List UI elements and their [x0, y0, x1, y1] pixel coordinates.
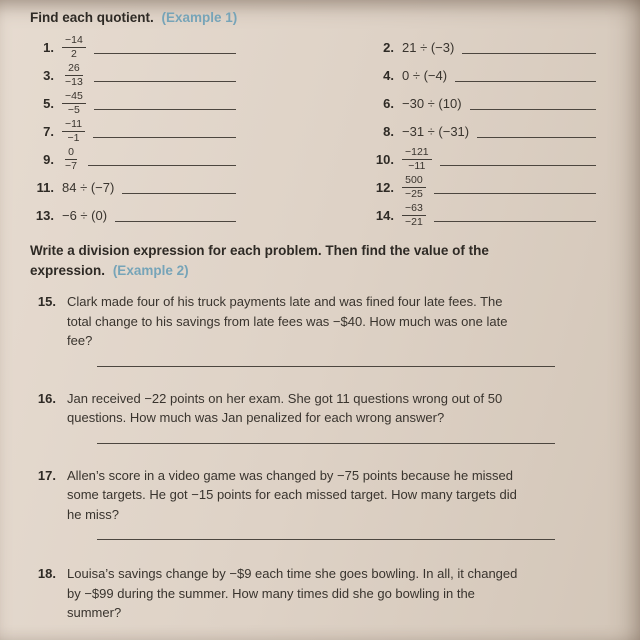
word-problem-15 — [30, 292, 575, 351]
fraction — [402, 202, 426, 227]
problem-number: 12. — [375, 179, 394, 195]
problem-11 — [30, 173, 352, 201]
answer-line — [94, 41, 236, 54]
fraction-denominator: −25 — [405, 187, 423, 200]
problem-2 — [370, 33, 606, 61]
fraction-numerator: −45 — [62, 90, 86, 103]
fraction — [62, 90, 86, 115]
problem-number: 15. — [37, 294, 56, 310]
expression: −30 ÷ (10) — [402, 95, 462, 111]
answer-line — [440, 153, 596, 166]
fraction — [62, 62, 86, 87]
problem-number: 4. — [383, 67, 394, 83]
problem-number: 5. — [43, 95, 54, 111]
quotient-problem-grid — [30, 33, 606, 229]
answer-line — [94, 69, 236, 82]
problem-number: 14. — [375, 207, 394, 223]
problem-number: 7. — [43, 123, 54, 139]
fraction-denominator: 2 — [70, 47, 77, 60]
fraction — [402, 174, 426, 199]
example2-label: (Example 2) — [112, 262, 189, 278]
problem-5 — [30, 89, 352, 117]
fraction-denominator: −13 — [65, 75, 83, 88]
fraction-numerator: −121 — [402, 146, 432, 159]
problem-14 — [370, 201, 606, 229]
problem-7 — [30, 117, 352, 145]
problem-number: 3. — [43, 67, 54, 83]
answer-line — [97, 538, 555, 540]
answer-line — [93, 125, 236, 138]
answer-line — [470, 97, 596, 110]
answer-line — [97, 442, 555, 444]
problem-8 — [370, 117, 606, 145]
expression: 21 ÷ (−3) — [402, 39, 455, 55]
problem-number: 13. — [35, 207, 54, 223]
answer-line — [94, 97, 236, 110]
problem-13 — [30, 201, 352, 229]
problem-number: 9. — [43, 151, 54, 167]
word-problem-17 — [30, 466, 575, 525]
answer-line — [97, 365, 555, 367]
answer-line — [434, 181, 596, 194]
problem-9 — [30, 145, 352, 173]
fraction-denominator: −1 — [67, 131, 80, 144]
problem-10 — [370, 145, 606, 173]
problem-text: Jan received −22 points on her exam. She got 11 questions wrong out of 50 questions. How much was Jan penalized for each wrong answer? — [67, 390, 503, 426]
problem-text: Louisa’s savings change by −$9 each time she goes bowling. In all, it changed by −$99 during the summer. How many times did she go bowling in the summer? — [67, 566, 518, 621]
fraction-numerator: −11 — [62, 118, 85, 131]
fraction-numerator: −63 — [402, 202, 426, 215]
fraction-denominator: −21 — [405, 215, 423, 228]
fraction-denominator: −11 — [408, 159, 426, 172]
word-problem-18 — [30, 564, 575, 623]
problem-text: Allen’s score in a video game was changed by −75 points because he missed some targets. He got −15 points for each missed target. How many targets did he miss? — [67, 467, 517, 522]
problem-number: 8. — [383, 123, 394, 139]
quotient-section-header — [30, 10, 606, 25]
problem-number: 2. — [383, 39, 394, 55]
expression: 0 ÷ (−4) — [402, 67, 448, 83]
problem-1 — [30, 33, 352, 61]
problem-6 — [370, 89, 606, 117]
answer-line — [477, 125, 596, 138]
word-section-instruction: Write a division expression for each problem. Then find the value of the expression. — [30, 243, 489, 278]
problem-text: Clark made four of his truck payments late and was fined four late fees. The total change to his savings from late fees was −$40. How much was one late fee? — [67, 294, 508, 349]
fraction-denominator: −5 — [67, 103, 80, 116]
problem-number: 10. — [375, 151, 394, 167]
word-section-header — [30, 241, 542, 280]
fraction-numerator: 26 — [65, 62, 83, 75]
answer-line — [115, 209, 236, 222]
problem-number: 18. — [37, 566, 56, 582]
word-problem-16 — [30, 389, 575, 428]
fraction-numerator: 500 — [402, 174, 426, 187]
answer-line — [462, 41, 596, 54]
answer-line — [434, 209, 596, 222]
expression: −6 ÷ (0) — [62, 207, 108, 223]
problem-number: 11. — [36, 179, 54, 195]
expression: −31 ÷ (−31) — [402, 123, 470, 139]
fraction — [62, 118, 85, 143]
problem-number: 1. — [43, 39, 54, 55]
answer-line — [122, 181, 236, 194]
fraction — [402, 146, 432, 171]
fraction-denominator: −7 — [65, 159, 77, 172]
problem-3 — [30, 61, 352, 89]
problem-number: 17. — [37, 467, 56, 483]
problem-number: 6. — [383, 95, 394, 111]
answer-line — [88, 153, 236, 166]
problem-4 — [370, 61, 606, 89]
expression: 84 ÷ (−7) — [62, 179, 115, 195]
fraction — [62, 146, 80, 171]
fraction-numerator: 0 — [65, 146, 77, 159]
problem-number: 16. — [37, 390, 56, 406]
fraction-numerator: −14 — [62, 34, 86, 47]
fraction — [62, 34, 86, 59]
quotient-instruction: Find each quotient. — [30, 10, 154, 25]
answer-line — [455, 69, 596, 82]
example1-label: (Example 1) — [161, 10, 238, 25]
problem-12 — [370, 173, 606, 201]
